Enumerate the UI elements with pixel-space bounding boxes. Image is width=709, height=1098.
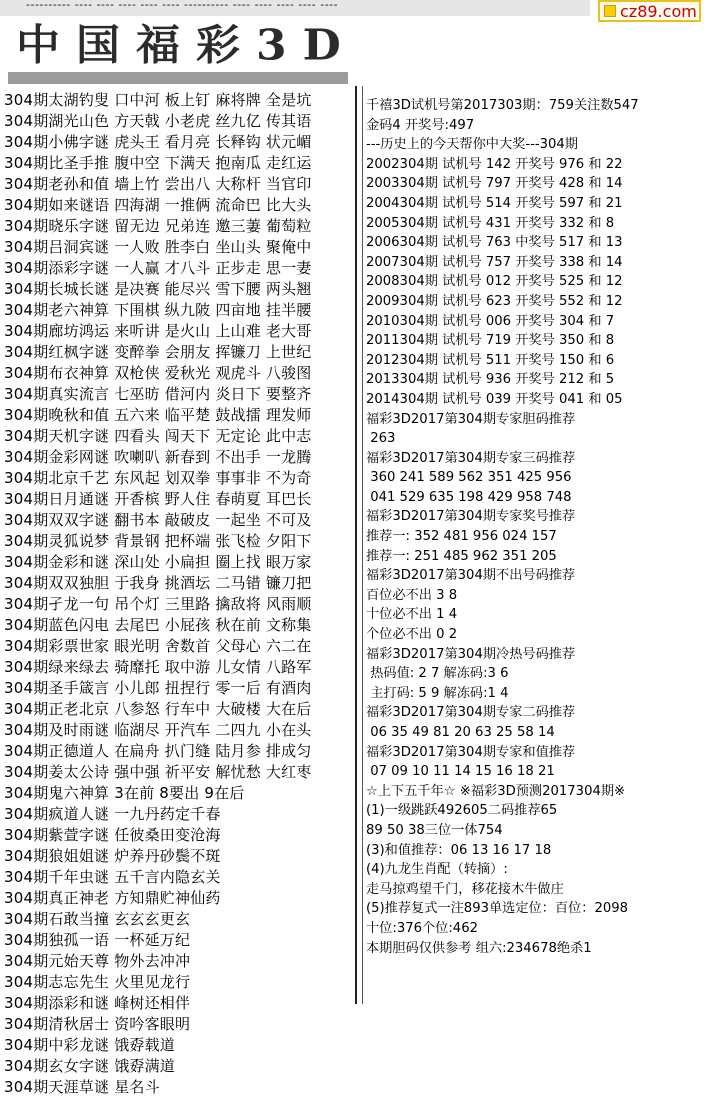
riddle-row: 304期添彩和谜 峰树还相伴 [4, 994, 191, 1012]
riddle-row: 304期正老北京 八参怒 行车中 大破楼 大在后 [4, 700, 312, 718]
prediction-line: 263 [366, 431, 396, 447]
riddle-row: 304期千年虫谜 五千言内隐玄关 [4, 868, 221, 886]
prediction-line: 2002304期 试机号 142 开奖号 976 和 22 [366, 156, 623, 172]
prediction-line: 十位:376个位:462 [366, 920, 478, 936]
left-riddle-column [4, 90, 354, 1096]
badge-text: cz89.com [620, 1, 697, 21]
prediction-line: 89 50 38三位一体754 [366, 822, 503, 838]
top-banner-text: ---------- ---- ---- ---- ---- ---- ---------- ---- ---- ---- ---- ---- [26, 0, 339, 11]
riddle-row: 304期彩票世家 眼光明 舍数首 父母心 六二在 [4, 637, 312, 655]
riddle-row: 304期元始天尊 物外去冲冲 [4, 952, 191, 970]
prediction-line: 2010304期 试机号 006 开奖号 304 和 7 [366, 313, 615, 329]
riddle-row: 304期长城长谜 是决赛 能尽兴 雪下腰 两头翘 [4, 280, 312, 298]
riddle-row: 304期天机字谜 四看头 闯天下 无定论 此中志 [4, 427, 312, 445]
riddle-row: 304期金彩网谜 吹喇叭 新春到 不出手 一龙腾 [4, 448, 312, 466]
prediction-line: 07 09 10 11 14 15 16 18 21 [366, 764, 555, 780]
prediction-line: 福彩3D2017第304期不出号码推荐 [366, 568, 576, 584]
riddle-row: 304期孑龙一句 吊个灯 三里路 擒敌将 风雨顺 [4, 595, 312, 613]
riddle-row: 304期湖光山色 方天戟 小老虎 丝九亿 传其语 [4, 112, 312, 130]
riddle-row: 304期志忘先生 火里见龙行 [4, 973, 191, 991]
prediction-line: ---历史上的今天帮你中大奖---304期 [366, 137, 578, 153]
prediction-line: 本期胆码仅供参考 组六:234678绝杀1 [366, 940, 592, 956]
prediction-line: 2005304期 试机号 431 开奖号 332 和 8 [366, 215, 615, 231]
riddle-row: 304期独孤一语 一杯延万纪 [4, 931, 191, 949]
prediction-line: ☆上下五千年☆ ※福彩3D预测2017304期※ [366, 783, 626, 799]
prediction-line: (1)一级跳跃492605二码推荐65 [366, 803, 558, 819]
riddle-row: 304期真正神老 方知鼎贮神仙药 [4, 889, 221, 907]
riddle-row: 304期双双独胆 于我身 挑酒坛 二马错 镰刀把 [4, 574, 312, 592]
riddle-row: 304期狼姐姐谜 炉养丹砂鬓不斑 [4, 847, 221, 865]
riddle-row: 304期鬼六神算 3在前 8要出 9在后 [4, 784, 245, 802]
prediction-line: 福彩3D2017第304期专家二码推荐 [366, 705, 576, 721]
prediction-line: 2006304期 试机号 763 中奖号 517 和 13 [366, 235, 623, 251]
column-divider [355, 86, 357, 1004]
site-badge[interactable] [598, 0, 701, 22]
riddle-row: 304期金彩和谜 深山处 小扁担 圈上找 眼万家 [4, 553, 312, 571]
riddle-row: 304期晚秋和值 五六来 临平楚 鼓战擂 理发师 [4, 406, 312, 424]
prediction-line: 热码值: 2 7 解冻码:3 6 [366, 666, 509, 682]
prediction-line: (3)和值推荐：06 13 16 17 18 [366, 842, 552, 858]
riddle-row: 304期北京千艺 东风起 划双拳 事事非 不为奇 [4, 469, 312, 487]
prediction-line: 06 35 49 81 20 63 25 58 14 [366, 725, 555, 740]
prediction-line: 十位必不出 1 4 [366, 607, 458, 623]
right-prediction-column [366, 96, 684, 966]
riddle-row: 304期添彩字谜 一人赢 才八斗 正步走 思一妻 [4, 259, 312, 277]
riddle-row: 304期老六神算 下围棋 纵九陂 四亩地 挂半腰 [4, 301, 312, 319]
prediction-line: 360 241 589 562 351 425 956 [366, 470, 572, 486]
prediction-line: 福彩3D2017第304期专家奖号推荐 [366, 509, 576, 525]
prediction-line: 2007304期 试机号 757 开奖号 338 和 14 [366, 254, 623, 270]
prediction-line: 福彩3D2017第304期专家三码推荐 [366, 450, 576, 466]
prediction-line: 千禧3D试机号第2017303期：759关注数547 [366, 98, 639, 113]
riddle-row: 304期太湖钓叟 口中河 板上钉 麻将牌 全是坑 [4, 91, 312, 109]
prediction-line: 推荐一: 251 485 962 351 205 [366, 548, 557, 564]
prediction-line: 2014304期 试机号 039 开奖号 041 和 05 [366, 391, 623, 407]
badge-logo-icon [604, 5, 616, 17]
riddle-row: 304期玄女字谜 饿孬满道 [4, 1057, 175, 1075]
riddle-row: 304期疯道人谜 一九丹药定千春 [4, 805, 221, 823]
prediction-line: (5)推荐复式一注893单选定位：百位：2098 [366, 901, 629, 917]
prediction-line: 2012304期 试机号 511 开奖号 150 和 6 [366, 352, 615, 368]
riddle-row: 304期比圣手推 腹中空 下满天 抱南瓜 走红运 [4, 154, 312, 172]
masthead [16, 20, 357, 72]
prediction-line: 推荐一: 352 481 956 024 157 [366, 529, 557, 545]
column-divider-inner [362, 86, 363, 1004]
riddle-row: 304期双双字谜 翻书本 敲破皮 一起坐 不可及 [4, 511, 312, 529]
riddle-row: 304期红枫字谜 变醉拳 会朋友 挥镰刀 上世纪 [4, 343, 312, 361]
prediction-line: 金码4 开奖号:497 [366, 117, 475, 133]
prediction-line: 福彩3D2017第304期专家和值推荐 [366, 744, 576, 760]
riddle-row: 304期及时雨谜 临湖尽 开汽车 二四九 小在头 [4, 721, 312, 739]
riddle-row: 304期吕洞宾谜 一人败 胜李白 坐山头 聚俺中 [4, 238, 312, 256]
riddle-row: 304期圣手箴言 小儿郎 扭捏行 零一后 有酒肉 [4, 679, 312, 697]
riddle-row: 304期正德道人 在扁舟 扒门缝 陆月参 排成匀 [4, 742, 312, 760]
prediction-line: 2013304期 试机号 936 开奖号 212 和 5 [366, 372, 615, 388]
riddle-row: 304期清秋居士 资吟客眼明 [4, 1015, 191, 1033]
prediction-line: 2009304期 试机号 623 开奖号 552 和 12 [366, 293, 623, 309]
riddle-row: 304期灵狐说梦 背景钢 把杯端 张飞检 夕阳下 [4, 532, 312, 550]
riddle-row: 304期如来谜语 四海湖 一推俩 流命巴 比大头 [4, 196, 312, 214]
prediction-line: 百位必不出 3 8 [366, 587, 458, 603]
riddle-row: 304期日月通谜 开香槟 野人住 春萌夏 耳巴长 [4, 490, 312, 508]
riddle-row: 304期绿来绿去 骑靡托 取中游 儿女情 八路军 [4, 658, 312, 676]
riddle-row: 304期中彩龙谜 饿孬载道 [4, 1036, 175, 1054]
riddle-row: 304期紫萱字谜 任彼桑田变沧海 [4, 826, 221, 844]
masthead-title: 中国福彩3D [16, 21, 357, 70]
riddle-row: 304期廊坊鸿运 来听讲 是火山 上山难 老大哥 [4, 322, 312, 340]
riddle-row: 304期天涯草谜 星名斗 [4, 1078, 160, 1096]
riddle-row: 304期蓝色闪电 去尾巴 小屁孩 秋在前 文称集 [4, 616, 312, 634]
prediction-line: 走马掠鸡望千门，移花接木牛做庄 [366, 881, 564, 897]
riddle-row: 304期老孙和值 墙上竹 尝出八 大称杆 当官印 [4, 175, 312, 193]
prediction-line: (4)九龙生肖配（转摘）: [366, 862, 508, 878]
riddle-row: 304期真实流言 七巫昉 借河内 炎日下 要整齐 [4, 385, 312, 403]
prediction-line: 主打码: 5 9 解冻码:1 4 [366, 685, 509, 701]
riddle-row: 304期晓乐字谜 留无边 兄弟连 邀三萋 葡萄粒 [4, 217, 312, 235]
header-divider [8, 72, 348, 84]
prediction-line: 2004304期 试机号 514 开奖号 597 和 21 [366, 195, 623, 211]
riddle-row: 304期布衣神算 双枪侠 爱秋光 观虎斗 八骏图 [4, 364, 312, 382]
riddle-row: 304期石敢当撞 玄玄玄更玄 [4, 910, 191, 928]
prediction-line: 041 529 635 198 429 958 748 [366, 489, 572, 505]
prediction-line: 福彩3D2017第304期冷热号码推荐 [366, 646, 576, 662]
riddle-row: 304期小佛字谜 虎头王 看月亮 长释钩 状元嵋 [4, 133, 312, 151]
prediction-line: 福彩3D2017第304期专家胆码推荐 [366, 411, 576, 427]
riddle-row: 304期姜太公诗 强中强 祈平安 解忧愁 大红枣 [4, 763, 312, 781]
top-banner-strip [0, 0, 590, 16]
prediction-line: 2003304期 试机号 797 开奖号 428 和 14 [366, 176, 623, 192]
prediction-line: 2008304期 试机号 012 开奖号 525 和 12 [366, 274, 623, 290]
prediction-line: 个位必不出 0 2 [366, 627, 458, 643]
prediction-line: 2011304期 试机号 719 开奖号 350 和 8 [366, 333, 615, 349]
